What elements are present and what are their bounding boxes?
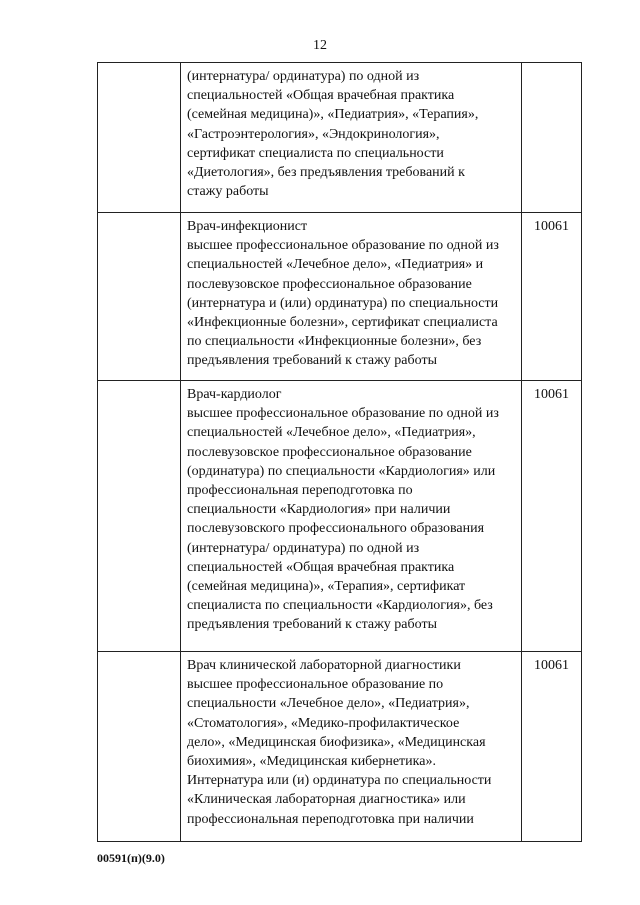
page-number: 12 (313, 38, 327, 53)
table-cell-code (522, 213, 582, 381)
table-cell-code (522, 381, 582, 652)
table-cell-code (522, 652, 582, 842)
table-cell-description (181, 652, 522, 842)
table-row (98, 652, 582, 842)
table-cell-description (181, 213, 522, 381)
row-code: 10061 (534, 387, 569, 402)
row-description: Врач-кардиолог высшее профессиональное образование по одной из специальностей «Лечебное дело», «Педиатрия», послевузовское профессиональное образование (ординатура) по специальности «Кардиология» или профессиональная переподготовка по специальности «Кардиология» при наличии послевузовского профессионального образования (интернатура/ ординатура) по одной из специальностей «Общая врачебная практика (семейная медицина)», «Терапия», сертификат специалиста по специальности «Кардиология», без предъявления требований к стажу работы (187, 387, 499, 633)
row-description: Врач-инфекционист высшее профессиональное образование по одной из специальностей «Лечебное дело», «Педиатрия» и послевузовское профессиональное образование (интернатура и (или) ординатура) по специальности «Инфекционные болезни», сертификат специалиста по специальности «Инфекционные болезни», без предъявления требований к стажу работы (187, 219, 499, 369)
table-row (98, 63, 582, 213)
table-cell-description (181, 381, 522, 652)
row-code: 10061 (534, 219, 569, 234)
row-description: (интернатура/ ординатура) по одной из специальностей «Общая врачебная практика (семейная медицина)», «Педиатрия», «Терапия», «Гастроэнтерология», «Эндокринология», сертификат специалиста по специальности «Диетология», без предъявления требований к стажу работы (187, 69, 479, 200)
table-cell-empty (98, 652, 181, 842)
table-row (98, 381, 582, 652)
table-cell-empty (98, 213, 181, 381)
row-code (522, 63, 581, 67)
table-cell-empty (98, 381, 181, 652)
footer-code: 00591(п)(9.0) (97, 851, 165, 865)
table-row (98, 213, 582, 381)
table-cell-description (181, 63, 522, 213)
row-description: Врач клинической лабораторной диагностики высшее профессиональное образование по специальности «Лечебное дело», «Педиатрия», «Стоматология», «Медико-профилактическое дело», «Медицинская биофизика», «Медицинская биохимия», «Медицинская кибернетика». Интернатура или (и) ординатура по специальности «Клиническая лабораторная диагностика» или профессиональная переподготовка при наличии (187, 658, 492, 827)
qualification-table (97, 62, 582, 842)
row-code: 10061 (534, 658, 569, 673)
table-cell-code (522, 63, 582, 213)
table-cell-empty (98, 63, 181, 213)
